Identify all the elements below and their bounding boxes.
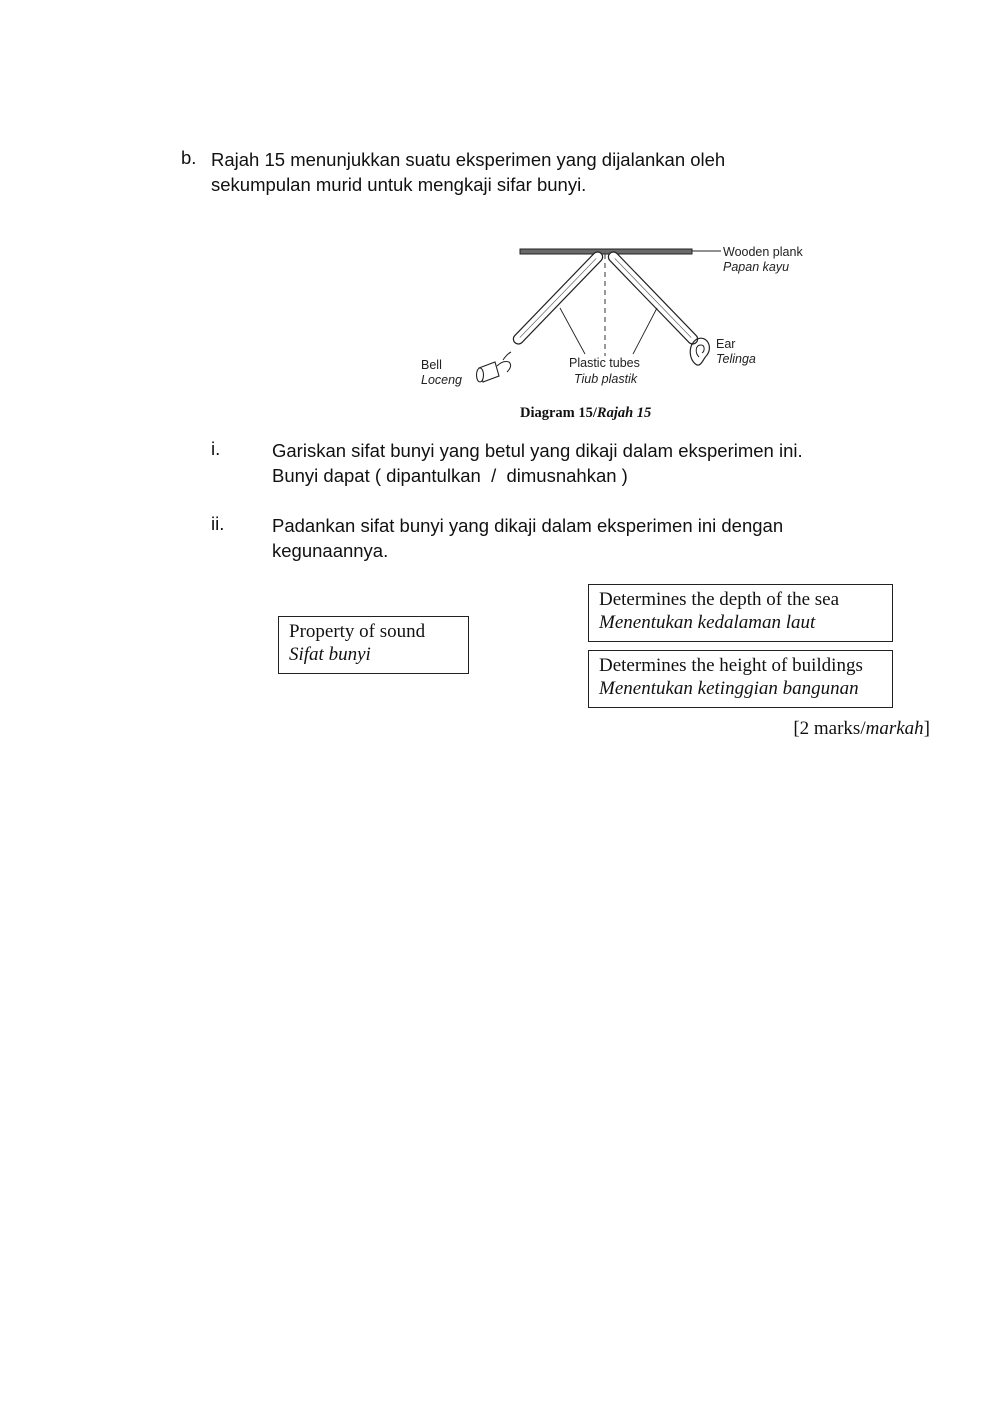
part-i-label: i. xyxy=(211,438,221,459)
marks-close: ] xyxy=(923,718,930,739)
label-bell-ms: Loceng xyxy=(421,373,463,387)
question-label: b. xyxy=(181,147,197,168)
use-box-sea-depth[interactable] xyxy=(588,584,893,642)
part-ii-line2: kegunaannya. xyxy=(272,540,389,561)
use-box-2-en: Determines the height of buildings xyxy=(599,655,863,676)
use-box-1-ms: Menentukan kedalaman laut xyxy=(599,612,816,633)
label-ear-en: Ear xyxy=(716,337,736,351)
bell-icon xyxy=(477,352,512,382)
wooden-plank xyxy=(520,249,692,254)
question-text-line1: Rajah 15 menunjukkan suatu eksperimen yang dijalankan oleh xyxy=(211,149,726,170)
tube-leader-right xyxy=(633,308,657,354)
diagram-caption-ms: Rajah 15 xyxy=(596,405,652,421)
ear-icon xyxy=(690,338,709,365)
property-box-ms: Sifat bunyi xyxy=(289,644,371,665)
part-i-line2: Bunyi dapat ( dipantulkan / dimusnahkan ) xyxy=(272,465,628,486)
label-tubes-en: Plastic tubes xyxy=(569,356,640,370)
experiment-diagram xyxy=(415,238,835,398)
use-box-1-en: Determines the depth of the sea xyxy=(599,589,840,610)
property-of-sound-box[interactable] xyxy=(278,616,469,674)
marks-ms: markah xyxy=(865,718,924,739)
diagram-caption xyxy=(520,405,651,422)
label-wooden-plank-ms: Papan kayu xyxy=(723,260,790,274)
marks-label xyxy=(793,718,930,740)
right-plastic-tube xyxy=(606,250,699,346)
label-ear-ms: Telinga xyxy=(716,352,756,366)
use-box-2-ms: Menentukan ketinggian bangunan xyxy=(599,678,859,699)
use-box-building-height[interactable] xyxy=(588,650,893,708)
left-plastic-tube xyxy=(511,250,604,346)
part-ii-label: ii. xyxy=(211,513,225,534)
part-ii-text xyxy=(272,513,783,563)
part-ii-line1: Padankan sifat bunyi yang dikaji dalam eksperimen ini dengan xyxy=(272,515,784,536)
label-bell-en: Bell xyxy=(421,358,442,372)
question-text xyxy=(211,147,831,197)
marks-en: [2 marks/ xyxy=(793,718,866,739)
label-wooden-plank-en: Wooden plank xyxy=(723,245,803,259)
label-tubes-ms: Tiub plastik xyxy=(574,372,638,386)
property-box-en: Property of sound xyxy=(289,621,426,642)
part-i-line1: Gariskan sifat bunyi yang betul yang dikaji dalam eksperimen ini. xyxy=(272,440,803,461)
tube-leader-left xyxy=(560,308,585,354)
part-i-text xyxy=(272,438,803,488)
question-text-line2: sekumpulan murid untuk mengkaji sifar bunyi. xyxy=(211,174,587,195)
diagram-caption-en: Diagram 15/ xyxy=(520,405,597,421)
